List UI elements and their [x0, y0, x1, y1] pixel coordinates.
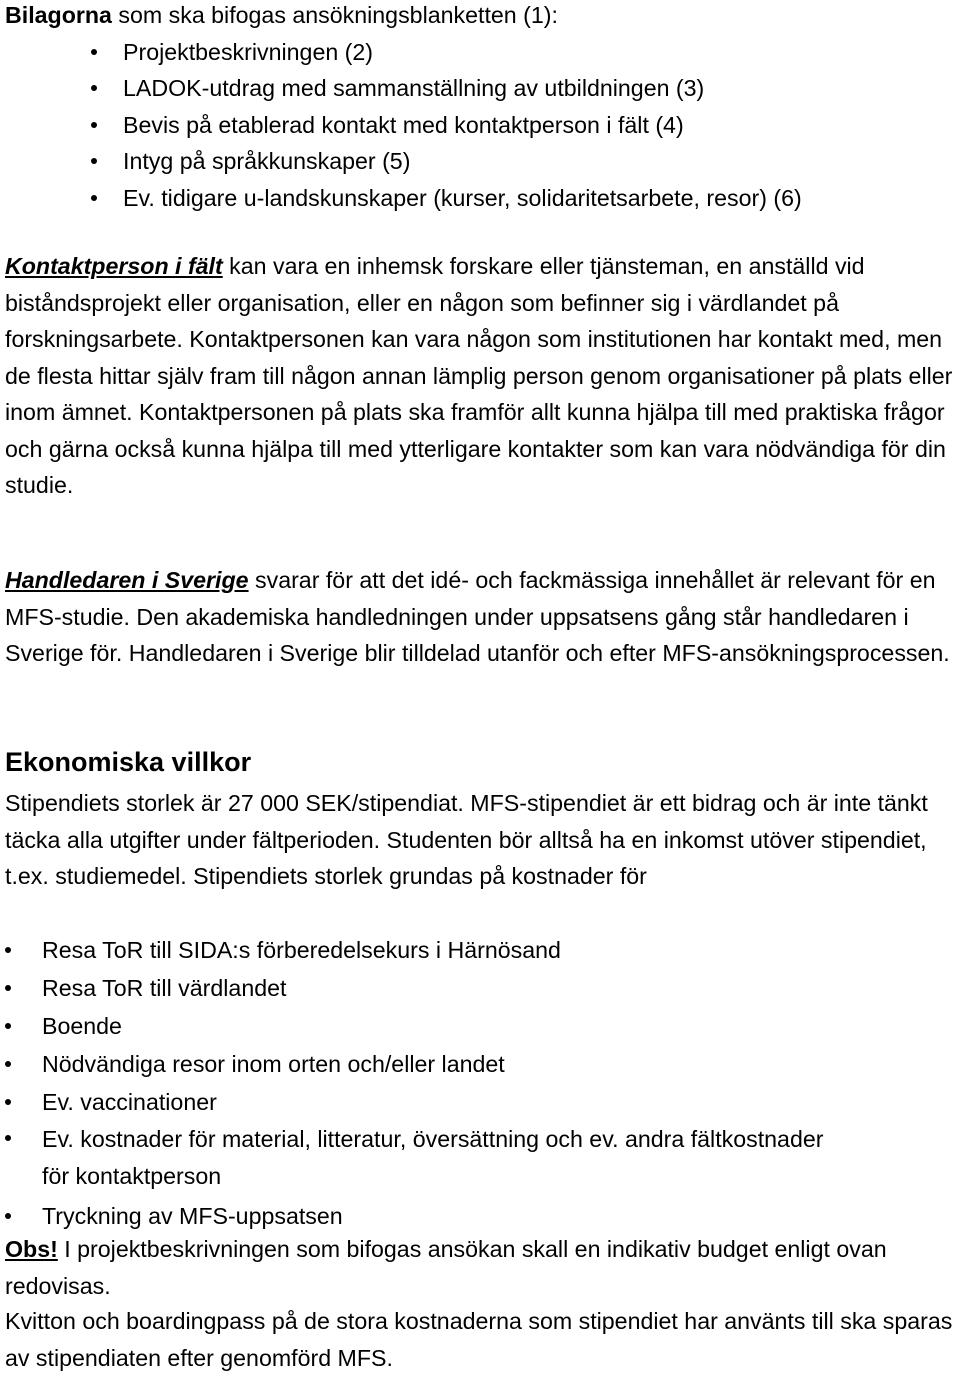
list-item	[5, 70, 960, 107]
contact-person-text: kan vara en inhemsk forskare eller tjänsteman, en anställd vid biståndsprojekt eller organisation, eller en någon som befinner sig i värdlandet på forskningsarbete. Kontaktpersonen kan vara någon som institutionen har kontakt med, men de flesta hittar själv fram till någon annan lämplig person genom organisationer på plats eller inom ämnet. Kontaktpersonen på plats ska framför allt kunna hjälpa till med praktiska frågor och gärna också kunna hjälpa till med ytterligare kontakter som kan vara nödvändiga för din studie.	[5, 253, 953, 498]
list-item-text: Tryckning av MFS-uppsatsen	[42, 1203, 343, 1229]
receipts-block	[5, 1303, 960, 1376]
attachments-lead: Bilagorna	[5, 2, 112, 28]
attachments-section	[5, 0, 960, 216]
note-label: Obs!	[5, 1236, 58, 1262]
list-item-text: Ev. vaccinationer	[42, 1089, 217, 1115]
bullet-icon	[5, 1023, 11, 1029]
list-item	[5, 1047, 825, 1081]
list-item-text: Nödvändiga resor inom orten och/eller landet	[42, 1051, 505, 1077]
list-item	[5, 1009, 825, 1043]
bullet-icon	[5, 1099, 11, 1105]
bullet-icon	[5, 1213, 11, 1219]
bullet-icon	[5, 947, 11, 953]
attachments-list	[5, 34, 960, 217]
list-item	[5, 1121, 825, 1195]
list-item	[5, 107, 960, 144]
note-text: I projektbeskrivningen som bifogas ansökan skall en indikativ budget enligt ovan redovisas.	[5, 1236, 887, 1299]
economy-heading-block	[5, 744, 960, 781]
list-item-text: Boende	[42, 1013, 122, 1039]
list-item	[5, 1199, 825, 1233]
economy-intro: Stipendiets storlek är 27 000 SEK/stipendiat. MFS-stipendiet är ett bidrag och är inte tänkt täcka alla utgifter under fältperioden. Studenten bör alltså ha en inkomst utöver stipendiet, t.ex. studiemedel. Stipendiets storlek grundas på kostnader för	[5, 790, 928, 889]
supervisor-text: svarar för att det idé- och fackmässiga innehållet är relevant för en MFS-studie. Den akademiska handledningen under uppsatsens gång står handledaren i Sverige för. Handledaren i Sverige blir tilldelad utanför och efter MFS-ansökningsprocessen.	[5, 567, 950, 666]
list-item-text: Resa ToR till SIDA:s förberedelsekurs i Härnösand	[42, 937, 561, 963]
list-item-text: Ev. kostnader för material, litteratur, översättning och ev. andra fältkostnader för kontaktperson	[42, 1126, 824, 1189]
bullet-icon	[91, 49, 97, 55]
attachments-lead-rest: som ska bifogas ansökningsblanketten (1):	[111, 2, 558, 28]
list-item-text: Resa ToR till värdlandet	[42, 975, 287, 1001]
list-item-text: LADOK-utdrag med sammanställning av utbildningen (3)	[123, 75, 705, 101]
supervisor-paragraph	[5, 562, 960, 672]
receipts-paragraph: Kvitton och boardingpass på de stora kostnaderna som stipendiet har använts till ska sparas av stipendiaten efter genomförd MFS.	[5, 1308, 953, 1371]
contact-person-term: Kontaktperson i fält	[5, 253, 223, 279]
bullet-icon	[91, 122, 97, 128]
section-heading: Ekonomiska villkor	[5, 747, 252, 777]
contact-person-paragraph	[5, 248, 960, 504]
list-item-text: Projektbeskrivningen (2)	[123, 38, 374, 65]
bullet-icon	[91, 158, 97, 164]
economy-intro-block	[5, 785, 960, 895]
budget-note	[5, 1231, 960, 1304]
list-item-text: Ev. tidigare u-landskunskaper (kurser, solidaritetsarbete, resor) (6)	[123, 184, 802, 211]
list-item	[5, 933, 825, 967]
list-item	[5, 143, 960, 180]
bullet-icon	[91, 195, 97, 201]
supervisor-term: Handledaren i Sverige	[5, 567, 249, 593]
attachments-intro	[5, 0, 960, 34]
contact-person-section	[5, 248, 960, 504]
bullet-icon	[91, 85, 97, 91]
list-item	[5, 34, 960, 71]
budget-note-block	[5, 1231, 960, 1304]
bullet-icon	[5, 1135, 11, 1141]
bullet-icon	[5, 1061, 11, 1067]
list-item	[5, 180, 960, 217]
list-item	[5, 1085, 825, 1119]
supervisor-section	[5, 562, 960, 672]
list-item-text: Bevis på etablerad kontakt med kontaktperson i fält (4)	[123, 111, 684, 138]
list-item	[5, 971, 825, 1005]
cost-list	[5, 933, 825, 1233]
list-item-text: Intyg på språkkunskaper (5)	[123, 148, 411, 174]
bullet-icon	[5, 985, 11, 991]
cost-list-block	[5, 933, 825, 1233]
